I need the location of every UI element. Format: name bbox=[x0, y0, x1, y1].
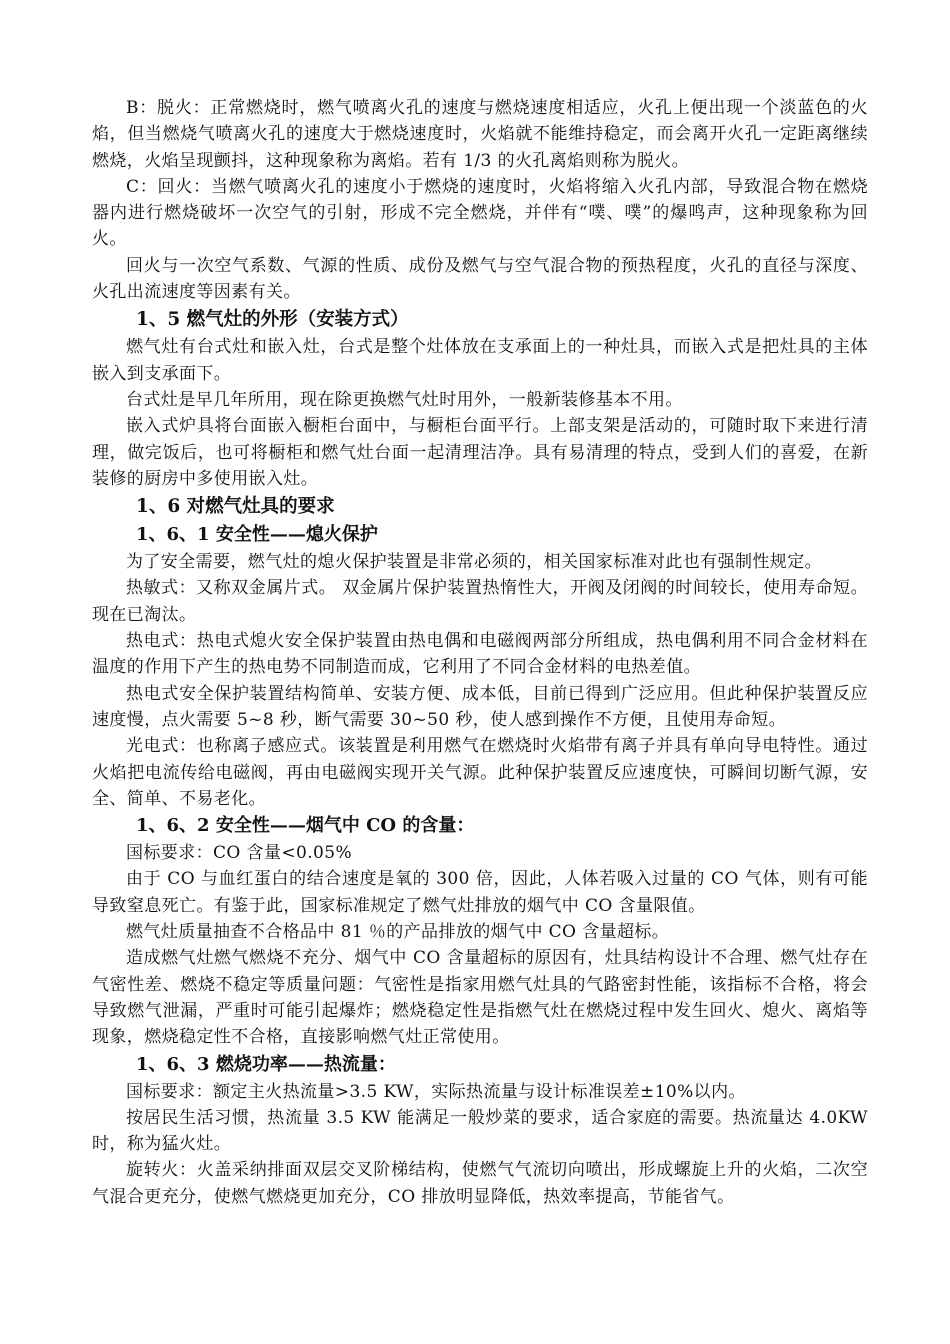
paragraph-table-stove: 台式灶是早几年所用，现在除更换燃气灶时用外，一般新装修基本不用。 bbox=[126, 389, 683, 410]
section-heading-1-6: 1、6 对燃气灶具的要求 bbox=[136, 496, 335, 518]
paragraph-flashback-factors: 回火与一次空气系数、气源的性质、成份及燃气与空气混合物的预热程度，火孔的直径与深度、火孔出流速度等因素有关。 bbox=[92, 255, 868, 303]
subsection-heading-1-6-1: 1、6、1 安全性——熄火保护 bbox=[136, 524, 378, 546]
paragraph-ionization-type: 光电式：也称离子感应式。该装置是利用燃气在燃烧时火焰带有离子并具有单向导电特性。通过火焰把电流传给电磁阀，再由电磁阀实现开关气源。此种保护装置反应速度快，可瞬间切断气源，安全、简单、不易老化。 bbox=[92, 736, 868, 809]
paragraph-flame-protection: 为了安全需要，燃气灶的熄火保护装置是非常必须的，相关国家标准对此也有强制性规定。 bbox=[126, 552, 822, 573]
paragraph-thermocouple-pros-cons: 热电式安全保护装置结构简单、安装方便、成本低，目前已得到广泛应用。但此种保护装置反应速度慢，点火需要 5~8 秒，断气需要 30~50 秒，使人感到操作不方便，且使用寿命短。 bbox=[92, 683, 868, 730]
paragraph-thermal-type: 热敏式：又称双金属片式。 双金属片保护装置热惰性大，开阀及闭阀的时间较长，使用寿命短。现在已淘汰。 bbox=[92, 578, 868, 625]
paragraph-heat-habits: 按居民生活习惯，热流量 3.5 KW 能满足一般炒菜的要求，适合家庭的需要。热流量达 4.0KW 时，称为猛火灶。 bbox=[92, 1107, 868, 1155]
paragraph-flashback: C：回火：当燃气喷离火孔的速度小于燃烧的速度时，火焰将缩入火孔内部，导致混合物在燃烧器内进行燃烧破坏一次空气的引射，形成不完全燃烧，并伴有“噗、噗”的爆鸣声，这种现象称为回火。 bbox=[92, 176, 868, 250]
paragraph-co-causes: 造成燃气灶燃气燃烧不充分、烟气中 CO 含量超标的原因有，灶具结构设计不合理、燃气灶存在气密性差、燃烧不稳定等质量问题：气密性是指家用燃气灶具的气路密封性能，该指标不合格，将会导致燃气泄漏，严重时可能引起爆炸；燃烧稳定性是指燃气灶在燃烧过程中发生回火、熄火、离焰等现象，燃烧稳定性不合格，直接影响燃气灶正常使用。 bbox=[92, 948, 868, 1048]
paragraph-co-inspection: 燃气灶质量抽查不合格品中 81 ％的产品排放的烟气中 CO 含量超标。 bbox=[126, 922, 670, 943]
paragraph-co-standard: 国标要求：CO 含量<0.05% bbox=[126, 843, 352, 864]
paragraph-thermocouple-type: 热电式：热电式熄火安全保护装置由热电偶和电磁阀两部分所组成，热电偶利用不同合金材料在温度的作用下产生的热电势不同制造而成，它利用了不同合金材料的电热差值。 bbox=[92, 631, 868, 678]
paragraph-co-danger: 由于 CO 与血红蛋白的结合速度是氧的 300 倍，因此，人体若吸入过量的 CO 气体，则有可能导致窒息死亡。有鉴于此，国家标准规定了燃气灶排放的烟气中 CO 含量限值。 bbox=[92, 869, 868, 916]
paragraph-stove-types: 燃气灶有台式灶和嵌入灶，台式是整个灶体放在支承面上的一种灶具，而嵌入式是把灶具的主体嵌入到支承面下。 bbox=[92, 337, 868, 384]
paragraph-built-in-stove: 嵌入式炉具将台面嵌入橱柜台面中，与橱柜台面平行。上部支架是活动的，可随时取下来进行清理，做完饭后，也可将橱柜和燃气灶台面一起清理洁净。具有易清理的特点，受到人们的喜爱，在新装修的厨房中多使用嵌入灶。 bbox=[92, 416, 868, 489]
paragraph-heat-standard: 国标要求：额定主火热流量>3.5 KW，实际热流量与设计标准误差±10%以内。 bbox=[126, 1081, 746, 1102]
section-heading-1-5: 1、5 燃气灶的外形（安装方式） bbox=[136, 309, 409, 331]
subsection-heading-1-6-3: 1、6、3 燃烧功率——热流量： bbox=[136, 1053, 396, 1075]
document-body bbox=[92, 95, 868, 1210]
subsection-heading-1-6-2: 1、6、2 安全性——烟气中 CO 的含量： bbox=[136, 815, 475, 837]
paragraph-rotary-flame: 旋转火：火盖采纳排面双层交叉阶梯结构，使燃气气流切向喷出，形成螺旋上升的火焰，二次空气混合更充分，使燃气燃烧更加充分，CO 排放明显降低，热效率提高，节能省气。 bbox=[92, 1160, 868, 1207]
paragraph-detachment: B：脱火：正常燃烧时，燃气喷离火孔的速度与燃烧速度相适应，火孔上便出现一个淡蓝色的火焰，但当燃烧气喷离火孔的速度大于燃烧速度时，火焰就不能维持稳定，而会离开火孔一定距离继续燃烧，火焰呈现颤抖，这种现象称为离焰。若有 1/3 的火孔离焰则称为脱火。 bbox=[92, 98, 868, 171]
